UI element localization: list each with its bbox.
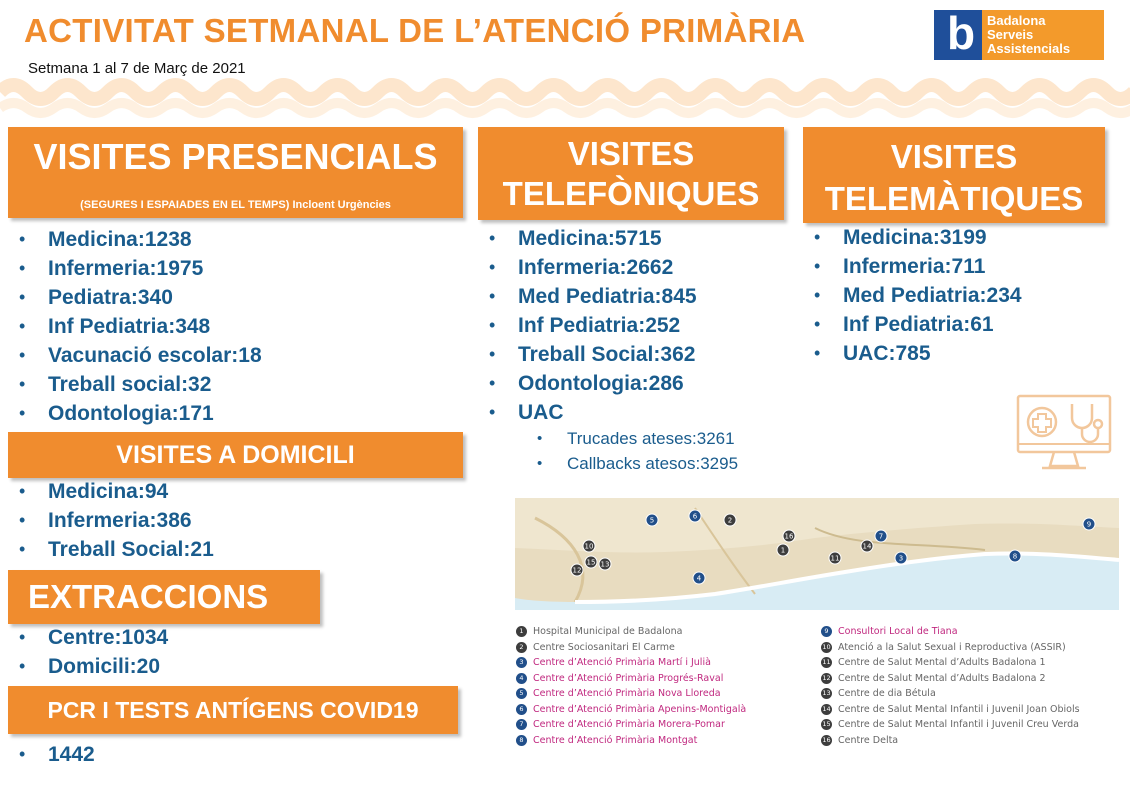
map-graphic — [515, 498, 1119, 610]
legend-number: 11 — [822, 658, 831, 667]
pcr-header — [8, 686, 458, 734]
map-marker — [689, 510, 701, 522]
legend-row — [821, 655, 1080, 671]
telefoniques-item: • Med Pediatria:845 — [478, 282, 697, 311]
presencials-item: • Odontologia:171 — [8, 399, 262, 428]
telefoniques-item: • Medicina:5715 — [478, 224, 697, 253]
presencials-item: • Medicina:1238 — [8, 225, 262, 254]
map-marker-label: 3 — [898, 554, 904, 563]
domicili-item: • Treball Social:21 — [8, 535, 214, 564]
uac-subitem: • Trucades ateses:3261 — [537, 426, 738, 451]
page-subtitle: Setmana 1 al 7 de Març de 2021 — [28, 60, 246, 77]
legend-number: 2 — [516, 642, 527, 653]
legend-number: 8 — [516, 735, 527, 746]
telefoniques-item: • Infermeria:2662 — [478, 253, 697, 282]
legend-row — [821, 717, 1080, 733]
logo-line-1: Badalona — [987, 13, 1046, 28]
map-marker-label: 13 — [600, 560, 610, 569]
telematiques-title-line2: TELEMÀTIQUES — [824, 180, 1084, 217]
map-marker-label: 15 — [586, 558, 596, 567]
legend-label: Centre Sociosanitari El Carme — [533, 641, 675, 653]
legend-label: Hospital Municipal de Badalona — [533, 626, 683, 637]
page-title: ACTIVITAT SETMANAL DE L’ATENCIÓ PRIMÀRIA — [24, 12, 806, 49]
telefoniques-item: • Inf Pediatria:252 — [478, 311, 697, 340]
wave-decoration — [0, 70, 1130, 120]
map-marker — [599, 558, 611, 570]
legend-label: Centre d’Atenció Primària Progrés-Raval — [533, 672, 724, 684]
map-marker — [861, 540, 873, 552]
presencials-title: VISITES PRESENCIALS — [33, 136, 438, 177]
legend-label: Centre d’Atenció Primària Morera-Pomar — [533, 719, 725, 730]
domicili-title: VISITES A DOMICILI — [116, 441, 355, 469]
legend-row — [821, 702, 1080, 718]
presencials-item: • Treball social:32 — [8, 370, 262, 399]
map-marker — [693, 572, 705, 584]
extraccions-item: • Centre:1034 — [8, 623, 168, 652]
map-marker — [1083, 518, 1095, 530]
map-marker-label: 5 — [649, 516, 655, 525]
pcr-item: • 1442 — [8, 740, 95, 769]
map-marker-label: 7 — [878, 532, 884, 541]
legend-number: 13 — [822, 689, 831, 698]
legend-number: 7 — [516, 719, 527, 730]
telematiques-item: • Med Pediatria:234 — [803, 281, 1022, 310]
telematiques-item: • Medicina:3199 — [803, 223, 1022, 252]
legend-number: 6 — [516, 704, 527, 715]
uac-subitem: • Callbacks atesos:3295 — [537, 451, 738, 476]
map-marker — [724, 514, 736, 526]
legend-row — [516, 702, 746, 718]
telefoniques-header — [478, 127, 784, 220]
map-marker — [875, 530, 887, 542]
map-marker — [583, 540, 595, 552]
pcr-list — [8, 740, 95, 769]
badalona-map — [515, 498, 1119, 610]
legend-label: Atenció a la Salut Sexual i Reproductiva (ASSIR) — [838, 641, 1066, 653]
map-marker-label: 10 — [584, 542, 594, 551]
legend-row — [516, 671, 746, 687]
domicili-header — [8, 432, 463, 478]
legend-label: Centre de Salut Mental Infantil i Juvenil Joan Obiols — [838, 703, 1080, 715]
legend-row — [821, 671, 1080, 687]
domicili-list — [8, 477, 214, 564]
legend-row — [516, 686, 746, 702]
legend-label: Centre de Salut Mental d’Adults Badalona 2 — [838, 672, 1046, 684]
map-marker — [1009, 550, 1021, 562]
legend-row — [821, 640, 1080, 656]
company-logo — [934, 7, 1104, 60]
legend-label: Centre Delta — [838, 734, 899, 746]
map-marker — [585, 556, 597, 568]
telematiques-list — [803, 223, 1022, 368]
legend-number: 9 — [821, 626, 832, 637]
map-marker-label: 16 — [784, 532, 794, 541]
legend-label: Centre d’Atenció Primària Nova Lloreda — [533, 688, 721, 699]
map-marker — [895, 552, 907, 564]
pcr-title: PCR I TESTS ANTÍGENS COVID19 — [47, 697, 419, 723]
legend-number: 5 — [516, 688, 527, 699]
telefoniques-title-line1: VISITES — [567, 135, 695, 172]
extraccions-list — [8, 623, 168, 681]
telematiques-header — [803, 127, 1105, 223]
logo-letter: b — [947, 7, 976, 59]
map-marker-label: 6 — [692, 512, 698, 521]
legend-number: 12 — [822, 673, 831, 682]
legend-number: 15 — [822, 720, 831, 729]
map-marker-label: 11 — [830, 554, 840, 563]
telefoniques-title-line2: TELEFÒNIQUES — [502, 175, 760, 212]
telefoniques-list — [478, 224, 697, 427]
logo-line-2: Serveis — [987, 27, 1034, 42]
map-marker-label: 9 — [1086, 520, 1092, 529]
legend-row — [821, 624, 1080, 640]
uac-sublist — [537, 426, 738, 476]
map-marker-label: 2 — [727, 516, 733, 525]
legend-row — [516, 624, 746, 640]
telemedicine-monitor-icon — [1016, 394, 1112, 472]
legend-row — [821, 686, 1080, 702]
extraccions-header — [8, 570, 320, 624]
legend-row — [516, 640, 746, 656]
telefoniques-item: • Odontologia:286 — [478, 369, 697, 398]
telematiques-item: • Inf Pediatria:61 — [803, 310, 1022, 339]
extraccions-title: EXTRACCIONS — [28, 578, 269, 615]
map-marker-label: 1 — [780, 546, 786, 555]
telefoniques-item: • UAC — [478, 398, 697, 427]
legend-number: 1 — [516, 626, 527, 637]
telematiques-item: • UAC:785 — [803, 339, 1022, 368]
legend-label: Consultori Local de Tiana — [838, 626, 958, 637]
legend-row — [516, 733, 746, 749]
presencials-header — [8, 127, 463, 218]
map-marker — [646, 514, 658, 526]
legend-number: 16 — [822, 735, 831, 744]
logo-line-3: Assistencials — [987, 41, 1071, 56]
legend-row — [821, 733, 1080, 749]
map-marker — [777, 544, 789, 556]
legend-label: Centre d’Atenció Primària Martí i Julià — [533, 657, 711, 668]
presencials-item: • Inf Pediatria:348 — [8, 312, 262, 341]
presencials-list — [8, 225, 262, 428]
map-marker — [829, 552, 841, 564]
logo-mark — [934, 7, 982, 60]
map-marker-label: 8 — [1012, 552, 1018, 561]
map-legend-right — [821, 624, 1080, 748]
map-marker — [571, 564, 583, 576]
telematiques-title-line1: VISITES — [890, 138, 1018, 175]
legend-label: Centre de dia Bétula — [838, 688, 936, 699]
domicili-item: • Infermeria:386 — [8, 506, 214, 535]
map-marker-label: 12 — [572, 566, 582, 575]
legend-label: Centre d’Atenció Primària Montgat — [533, 734, 698, 746]
telefoniques-item: • Treball Social:362 — [478, 340, 697, 369]
domicili-item: • Medicina:94 — [8, 477, 214, 506]
map-legend-left — [516, 624, 746, 748]
extraccions-item: • Domicili:20 — [8, 652, 168, 681]
legend-number: 14 — [822, 704, 831, 713]
legend-label: Centre de Salut Mental d’Adults Badalona 1 — [838, 657, 1046, 668]
legend-row — [516, 655, 746, 671]
map-marker-label: 14 — [862, 542, 872, 551]
legend-label: Centre de Salut Mental Infantil i Juvenil Creu Verda — [838, 719, 1079, 730]
legend-number: 10 — [822, 642, 831, 651]
presencials-item: • Infermeria:1975 — [8, 254, 262, 283]
presencials-item: • Vacunació escolar:18 — [8, 341, 262, 370]
legend-number: 4 — [516, 673, 527, 684]
legend-number: 3 — [516, 657, 527, 668]
map-marker-label: 4 — [696, 574, 702, 583]
legend-row — [516, 717, 746, 733]
logo-text — [982, 14, 1070, 56]
presencials-subtitle: (SEGURES I ESPAIADES EN EL TEMPS) Incloent Urgències — [80, 199, 391, 211]
presencials-item: • Pediatra:340 — [8, 283, 262, 312]
telematiques-item: • Infermeria:711 — [803, 252, 1022, 281]
map-marker — [783, 530, 795, 542]
legend-label: Centre d’Atenció Primària Apenins-Montigalà — [533, 703, 747, 715]
